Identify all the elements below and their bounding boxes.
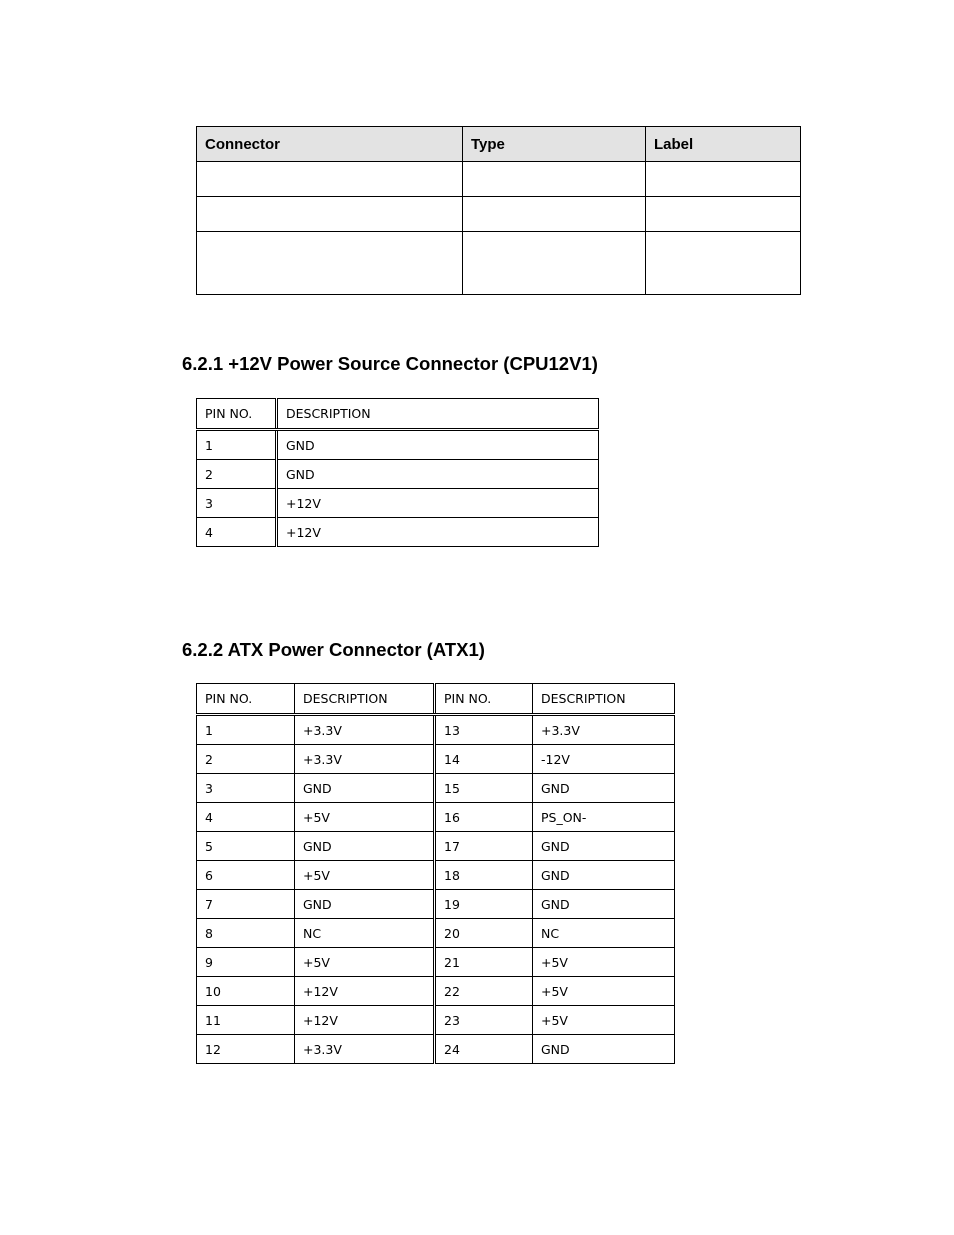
pin-number: 19	[435, 890, 533, 919]
section-heading-atx1: 6.2.2 ATX Power Connector (ATX1)	[182, 639, 485, 660]
pin-number: 3	[197, 774, 295, 803]
header-description: DESCRIPTION	[277, 399, 599, 430]
table-header-row	[197, 127, 801, 162]
pin-number: 16	[435, 803, 533, 832]
connector-table	[196, 126, 801, 295]
pin-description: NC	[533, 919, 675, 948]
pin-description: +3.3V	[295, 715, 435, 745]
pin-description: +5V	[295, 861, 435, 890]
table-cell	[646, 232, 801, 295]
table-header-row	[197, 684, 675, 715]
table-row	[197, 518, 599, 547]
header-type: Type	[463, 127, 646, 162]
table-row	[197, 232, 801, 295]
pin-description: GND	[277, 430, 599, 460]
pin-number: 4	[197, 518, 277, 547]
header-label: Label	[646, 127, 801, 162]
table-row	[197, 1035, 675, 1064]
pin-number: 15	[435, 774, 533, 803]
table-row	[197, 861, 675, 890]
pin-number: 2	[197, 460, 277, 489]
pin-number: 14	[435, 745, 533, 774]
pin-number: 24	[435, 1035, 533, 1064]
table-row	[197, 715, 675, 745]
table-row	[197, 977, 675, 1006]
pin-description: +5V	[533, 977, 675, 1006]
pin-number: 11	[197, 1006, 295, 1035]
header-pin-no: PIN NO.	[197, 399, 277, 430]
pin-description: GND	[295, 774, 435, 803]
pin-description: +12V	[295, 977, 435, 1006]
table-row	[197, 162, 801, 197]
pin-description: GND	[533, 861, 675, 890]
pin-description: +5V	[295, 803, 435, 832]
pin-number: 20	[435, 919, 533, 948]
table-row	[197, 774, 675, 803]
pin-description: +12V	[277, 518, 599, 547]
pin-description: +5V	[533, 1006, 675, 1035]
pin-number: 21	[435, 948, 533, 977]
pin-description: GND	[533, 1035, 675, 1064]
table-cell	[646, 162, 801, 197]
pin-number: 18	[435, 861, 533, 890]
header-pin-no: PIN NO.	[435, 684, 533, 715]
pin-description: GND	[295, 890, 435, 919]
pin-description: +3.3V	[295, 745, 435, 774]
pin-number: 12	[197, 1035, 295, 1064]
table-cell	[197, 232, 463, 295]
pin-description: +5V	[533, 948, 675, 977]
pin-description: -12V	[533, 745, 675, 774]
table-row	[197, 460, 599, 489]
table-cell	[463, 162, 646, 197]
pin-number: 10	[197, 977, 295, 1006]
pin-number: 5	[197, 832, 295, 861]
table-cell	[197, 162, 463, 197]
pin-number: 22	[435, 977, 533, 1006]
table-header-row	[197, 399, 599, 430]
pin-number: 7	[197, 890, 295, 919]
pin-description: +3.3V	[295, 1035, 435, 1064]
pin-description: GND	[533, 890, 675, 919]
pin-number: 9	[197, 948, 295, 977]
pin-number: 2	[197, 745, 295, 774]
pin-description: PS_ON-	[533, 803, 675, 832]
table-cell	[197, 197, 463, 232]
pin-description: GND	[277, 460, 599, 489]
table-row	[197, 745, 675, 774]
table-cell	[646, 197, 801, 232]
table-cell	[463, 232, 646, 295]
table-row	[197, 948, 675, 977]
table-row	[197, 832, 675, 861]
table-row	[197, 803, 675, 832]
pin-description: +12V	[295, 1006, 435, 1035]
pin-description: GND	[295, 832, 435, 861]
header-description: DESCRIPTION	[533, 684, 675, 715]
pin-number: 8	[197, 919, 295, 948]
atx1-pin-rows	[197, 715, 675, 1064]
table-row	[197, 890, 675, 919]
pin-description: NC	[295, 919, 435, 948]
pin-description: +3.3V	[533, 715, 675, 745]
table-cell	[463, 197, 646, 232]
pin-number: 1	[197, 715, 295, 745]
table-row	[197, 919, 675, 948]
table-row	[197, 489, 599, 518]
table-row	[197, 430, 599, 460]
header-connector: Connector	[197, 127, 463, 162]
header-pin-no: PIN NO.	[197, 684, 295, 715]
pin-number: 13	[435, 715, 533, 745]
pin-number: 17	[435, 832, 533, 861]
table-row	[197, 197, 801, 232]
pin-description: GND	[533, 832, 675, 861]
pin-number: 23	[435, 1006, 533, 1035]
pin-description: +5V	[295, 948, 435, 977]
cpu12v1-pin-table	[196, 398, 599, 547]
pin-number: 3	[197, 489, 277, 518]
atx1-pin-table	[196, 683, 675, 1064]
pin-description: +12V	[277, 489, 599, 518]
pin-number: 4	[197, 803, 295, 832]
header-description: DESCRIPTION	[295, 684, 435, 715]
pin-description: GND	[533, 774, 675, 803]
table-row	[197, 1006, 675, 1035]
pin-number: 6	[197, 861, 295, 890]
pin-number: 1	[197, 430, 277, 460]
section-heading-cpu12v1: 6.2.1 +12V Power Source Connector (CPU12V1)	[182, 353, 598, 374]
